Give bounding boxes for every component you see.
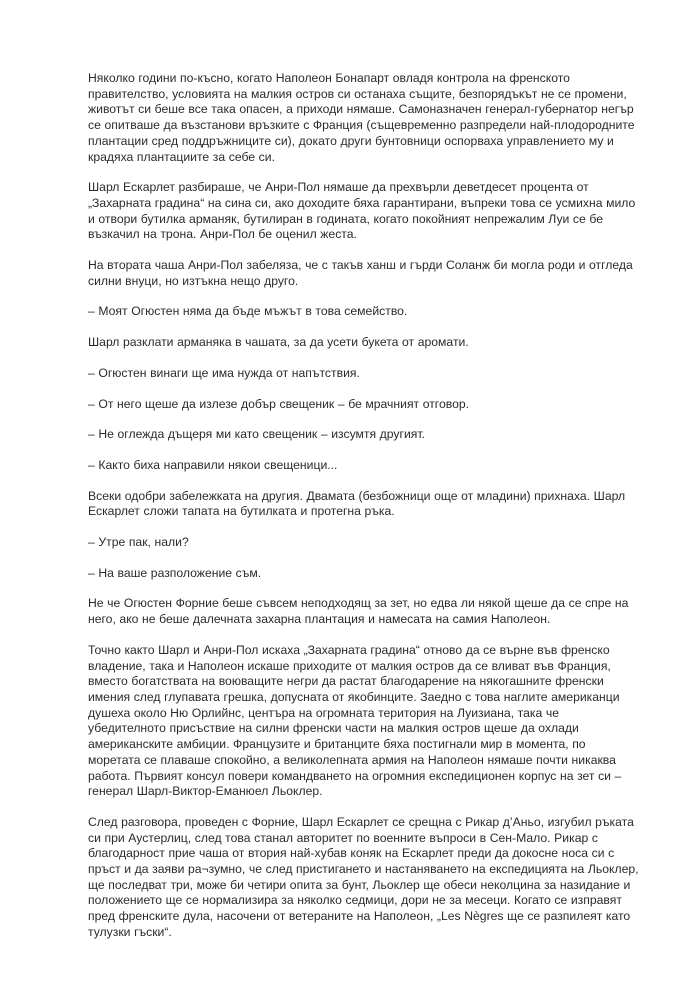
dialogue-line: – От него щеше да излезе добър свещеник – бе мрачният отговор. [88,396,470,411]
paragraph-1: Няколко години по-късно, когато Наполеон Бонапарт овладя контрола на френското правителство, условията на малкия остров си останаха същите, безпорядъкът не се промени, животът си беше все така опасен, а приходи нямаше. Самоназначен генерал-губернатор негър се опитваше да възстанови връзките с Франция (същевременно разпредели най-плодородните плантации сред поддръжниците си), докато други бунтовници оспорваха управлението му и крадяха плантациите за себе си. [88,71,635,164]
dialogue-line: – Моят Огюстен няма да бъде мъжът в това семейство. [88,304,408,319]
paragraph-13: Не че Огюстен Форние беше съвсем неподходящ за зет, но едва ли някой щеше да се спре на него, ако не беше далечната захарна плантация и намесата на самия Наполеон. [88,596,629,627]
dialogue-line: – Както биха направили някои свещеници... [88,457,338,472]
dialogue-line: – Огюстен винаги ще има нужда от напътствия. [88,365,360,380]
paragraph-2: Шарл Ескарлет разбираше, че Анри-Пол нямаше да прехвърли деветдесет процента от „Захарната градина“ на сина си, ако доходите бяха гарантирани, въпреки това се усмихна мило и отвори бутилка арманяк, бутилиран в годината, когато покойният непрежалим Луи се бе възкачил на трона. Анри-Пол бе оценил жеста. [88,180,636,242]
paragraph-3: На втората чаша Анри-Пол забеляза, че с такъв ханш и гърди Соланж би могла роди и отгледа силни внуци, но изтъкна нещо друго. [88,258,633,288]
dialogue-line: – Не оглежда дъщеря ми като свещеник – изсумтя другият. [88,427,425,442]
paragraph-14: Точно както Шарл и Анри-Пол искаха „Захарната градина“ отново да се върне във френско владение, така и Наполеон искаше приходите от малкия остров да се вливат във Франция, вместо богатствата на воюващите негри да растат благодарение на някогашните френски имения след глупавата грешка, допусната от якобинците. Заедно с това наглите американци душеха около Ню Орлийнс, центъра на огромната територия на Луизиана, така че убедителното присъствие на силни френски части на малкия остров щеше да охлади американските амбиции. Французите и британците бяха постигнали мир в момента, по моретата се плаваше спокойно, а великолепната армия на Наполеон нямаше почти никаква работа. Първият консул повери командването на огромния експедиционен корпус на зет си – генерал Шарл-Виктор-Еманюел Льоклер. [88,642,622,799]
dialogue-line: – На ваше разположение съм. [88,565,262,580]
dialogue-line: – Утре пак, нали? [88,535,189,550]
paragraph-15: След разговора, проведен с Форние, Шарл Ескарлет се срещна с Рикар д’Аньо, изгубил ръката си при Аустерлиц, след това станал авторитет по военните въпроси в Сен-Мало. Рикар с благодарност прие чаша от втория най-хубав коняк на Ескарлет преди да докосне носа си с пръст и да заяви ра¬зумно, че след пристигането и настаняването на експедицията на Льоклер, ще последват три, може би четири опита за бунт, Льоклер ще обеси неколцина за назидание и положението ще се нормализира за няколко седмици, дори не за месеци. Когато се изправят пред френските дула, насочени от ветераните на Наполеон, „Les Nègres ще се разпилеят като тулузки гъски“. [88,814,639,939]
paragraph-10: Всеки одобри забележката на другия. Двамата (безбожници още от младини) прихнаха. Шарл Ескарлет сложи тапата на бутилката и протегна ръка. [88,488,626,519]
paragraph-5: Шарл разклати арманяка в чашата, за да усети букета от аромати. [88,335,469,350]
